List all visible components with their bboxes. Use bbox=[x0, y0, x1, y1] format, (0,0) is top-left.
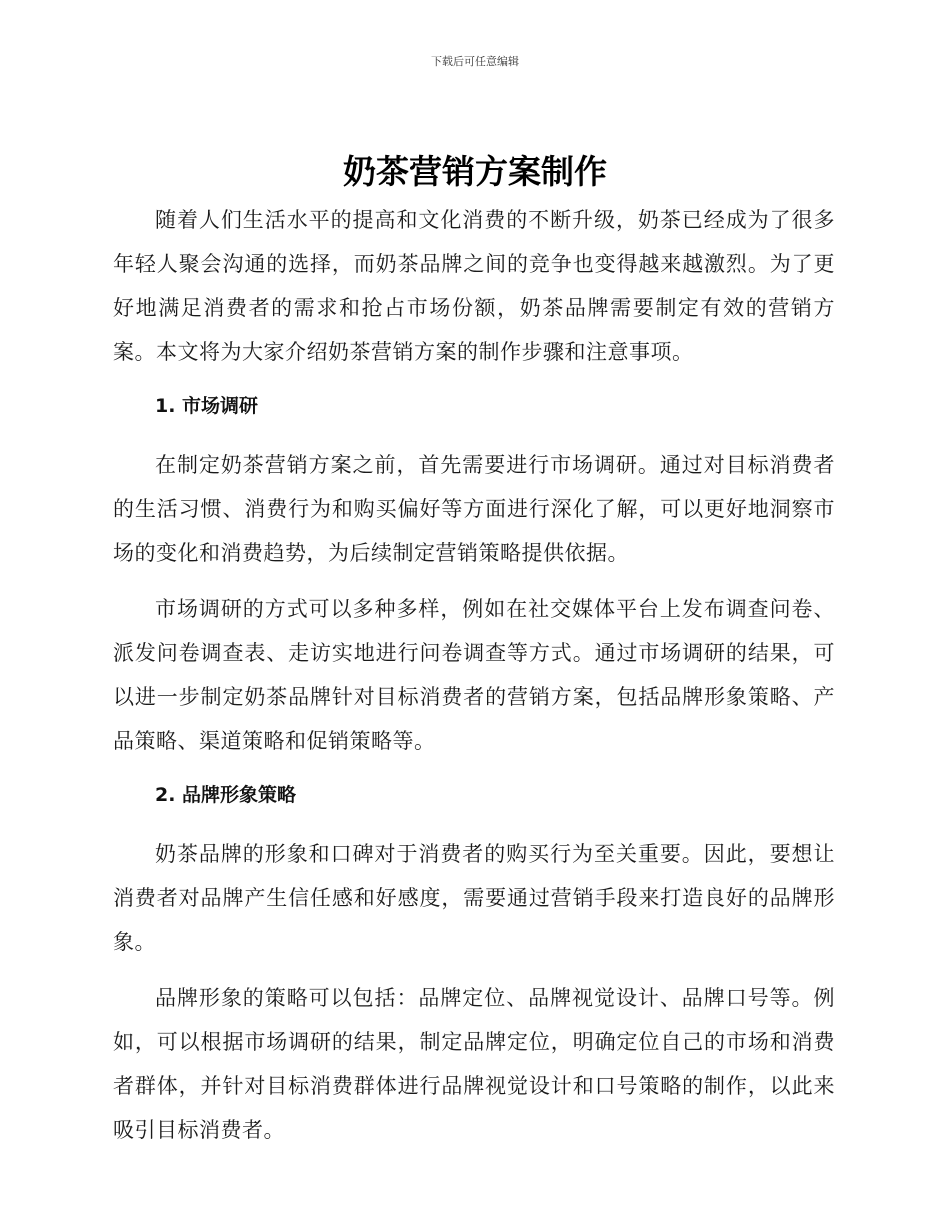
document-body bbox=[113, 198, 835, 1152]
brand-image-paragraph-1: 奶茶品牌的形象和口碑对于消费者的购买行为至关重要。因此，要想让消费者对品牌产生信任感和好感度，需要通过营销手段来打造良好的品牌形象。 bbox=[113, 842, 835, 954]
page-header-note: 下载后可任意编辑 bbox=[431, 55, 519, 68]
section-heading-market-research: 1. 市场调研 bbox=[155, 395, 259, 417]
market-research-paragraph-2: 市场调研的方式可以多种多样，例如在社交媒体平台上发布调查问卷、派发问卷调查表、走访实地进行问卷调查等方式。通过市场调研的结果，可以进一步制定奶茶品牌针对目标消费者的营销方案，包括品牌形象策略、产品策略、渠道策略和促销策略等。 bbox=[113, 597, 835, 753]
brand-image-paragraph-2: 品牌形象的策略可以包括：品牌定位、品牌视觉设计、品牌口号等。例如，可以根据市场调研的结果，制定品牌定位，明确定位自己的市场和消费者群体，并针对目标消费群体进行品牌视觉设计和口号策略的制作，以此来吸引目标消费者。 bbox=[113, 986, 835, 1142]
intro-paragraph: 随着人们生活水平的提高和文化消费的不断升级，奶茶已经成为了很多年轻人聚会沟通的选择，而奶茶品牌之间的竞争也变得越来越激烈。为了更好地满足消费者的需求和抢占市场份额，奶茶品牌需要制定有效的营销方案。本文将为大家介绍奶茶营销方案的制作步骤和注意事项。 bbox=[113, 208, 835, 364]
market-research-paragraph-1: 在制定奶茶营销方案之前，首先需要进行市场调研。通过对目标消费者的生活习惯、消费行为和购买偏好等方面进行深化了解，可以更好地洞察市场的变化和消费趋势，为后续制定营销策略提供依据。 bbox=[113, 453, 835, 565]
section-heading-brand-image: 2. 品牌形象策略 bbox=[155, 784, 297, 806]
document-title: 奶茶营销方案制作 bbox=[343, 152, 607, 191]
